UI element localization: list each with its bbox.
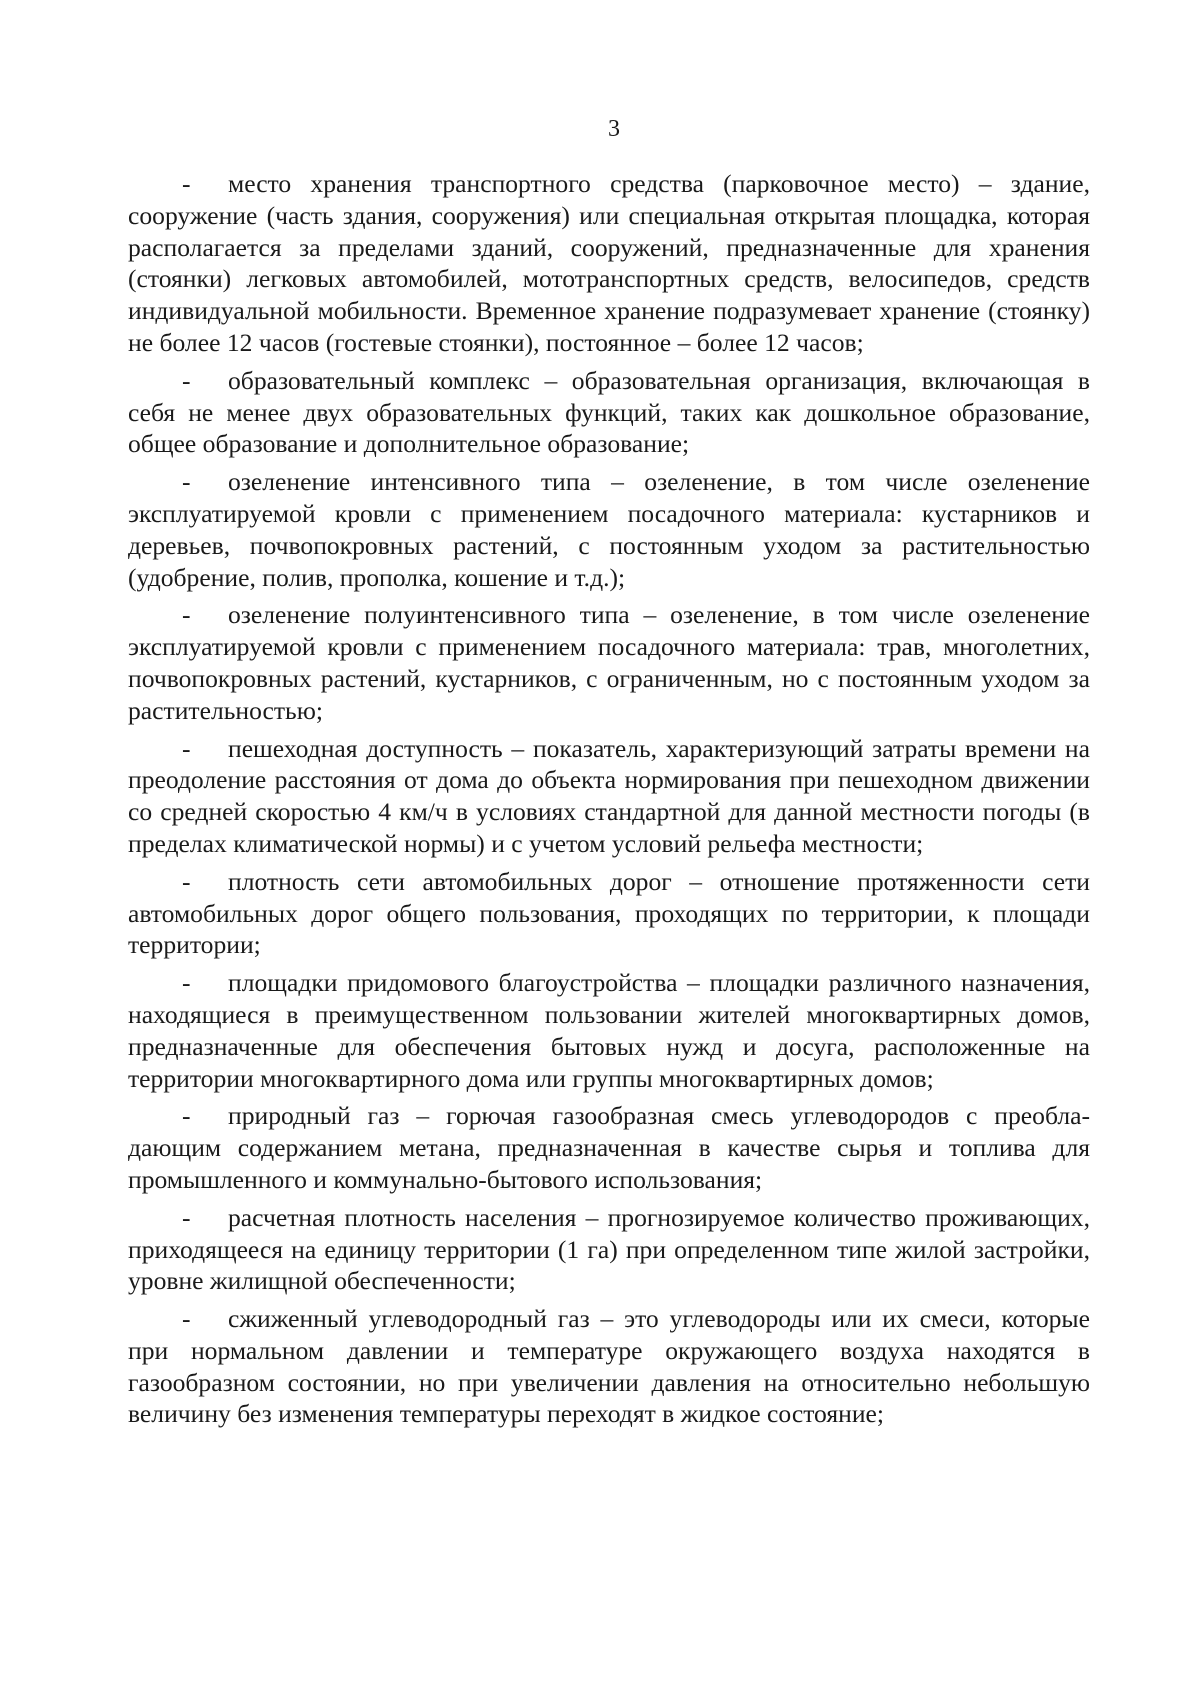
definition-text: расчетная плотность населения – прогнозируемое количество проживающих, приходящееся на единицу территории (1 га) при определенном типе жилой застройки, уровне жилищной обеспеченности; [128, 1202, 1090, 1296]
definition-item [128, 466, 1090, 593]
definition-item [128, 599, 1090, 726]
list-dash: - [182, 365, 191, 395]
definition-item [128, 866, 1090, 961]
list-dash: - [182, 467, 191, 497]
list-dash: - [182, 968, 191, 998]
definition-text: образовательный комплекс – образовательная организация, включающая в себя не менее двух образовательных функций, таких как дошкольное образование, общее образование и дополнительное образование; [128, 365, 1090, 459]
list-dash: - [182, 733, 191, 763]
definition-item [128, 1100, 1090, 1195]
list-dash: - [182, 169, 191, 198]
definition-text: озеленение полуинтенсивного типа – озеленение, в том числе озеленение эксплуатируемой кровли с применением посадочного материала: трав, многолетних, почвопокровных растений, кустарников, с ограниченным, но с постоянным уходом за растительностью; [128, 600, 1090, 725]
definitions-list [128, 168, 1090, 1436]
definition-item [128, 1303, 1090, 1430]
definition-text: место хранения транспортного средства (парковочное место) – здание, сооружение (часть здания, сооружения) или специальная открытая площадка, которая располагается за пределами зданий, сооружений, предназначенные для хранения (стоянки) легковых автомобилей, мототранспортных средств, велосипедов, средств индивидуальной мобильности. Временное хранение подразумевает хранение (стоянку) не более 12 часов (гостевые стоянки), постоянное – более 12 часов; [128, 169, 1090, 357]
list-dash: - [182, 1101, 191, 1131]
definition-text: плотность сети автомобильных дорог – отношение протяженности сети автомобильных дорог общего пользования, проходящих по территории, к площади территории; [128, 866, 1090, 960]
definition-item [128, 365, 1090, 460]
definition-text: озеленение интенсивного типа – озеленение, в том числе озеленение эксплуатируемой кровли с применением посадочного материала: кустарников и деревьев, почвопокровных растений, с постоянным уходом за растительностью (удобрение, полив, прополка, кошение и т.д.); [128, 467, 1090, 592]
definition-item [128, 967, 1090, 1094]
definition-item [128, 168, 1090, 359]
page-number: 3 [608, 116, 620, 142]
definition-text: пешеходная доступность – показатель, характеризующий затраты времени на преодоление расстояния от дома до объекта нормирования при пешеходном движении со средней скоростью 4 км/ч в условиях стандартной для данной местности погоды (в пределах климатической нормы) и с учетом условий рельефа местности; [128, 733, 1090, 858]
definition-item [128, 1202, 1090, 1297]
definition-text: сжиженный углеводородный газ – это углеводороды или их смеси, которые при нормальном давлении и температуре окружающего воздуха находятся в газообразном состоянии, но при увеличении давления на относительно небольшую величину без изменения температуры переходят в жидкое состояние; [128, 1304, 1090, 1429]
definition-text: природный газ – горючая газообразная смесь углеводородов с преобладающим содержанием метана, предназначенная в качестве сырья и топлива для промышленного и коммунально-бытового использования; [128, 1101, 1090, 1194]
list-dash: - [182, 1202, 191, 1232]
definition-text: площадки придомового благоустройства – площадки различного назначения, находящиеся в преимущественном пользовании жителей многоквартирных домов, предназначенные для обеспечения бытовых нужд и досуга, расположенные на территории многоквартирного дома или группы многоквартирных домов; [128, 968, 1090, 1093]
list-dash: - [182, 1304, 191, 1334]
list-dash: - [182, 866, 191, 896]
definition-item [128, 733, 1090, 860]
list-dash: - [182, 600, 191, 630]
